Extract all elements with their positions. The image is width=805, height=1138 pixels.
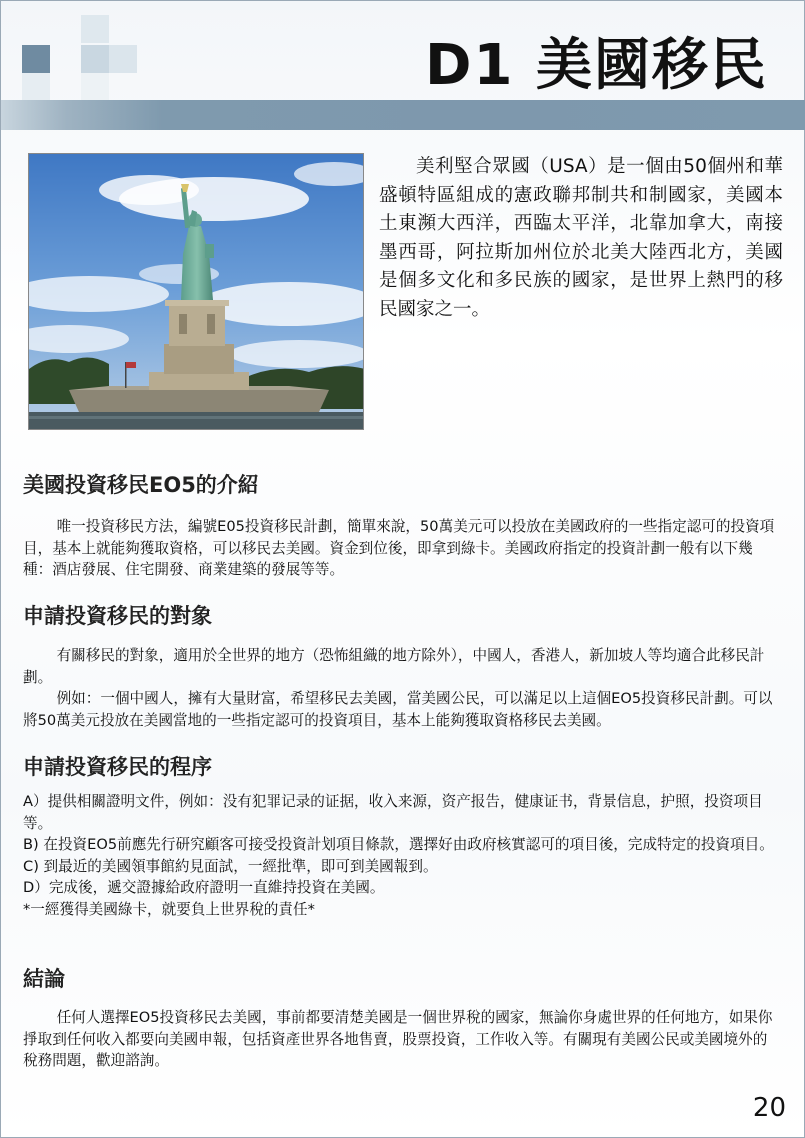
decor-square bbox=[81, 73, 109, 100]
statue-of-liberty-photo bbox=[28, 153, 364, 430]
page-number: 20 bbox=[752, 1093, 786, 1123]
procedure-step-b: B) 在投資EO5前應先行研究顧客可接受投資計划項目條款，選擇好由政府核實認可的項目後，完成特定的投資項目。 bbox=[23, 836, 774, 853]
section-heading-target: 申請投資移民的對象 bbox=[23, 604, 212, 628]
paragraph: 例如：一個中國人，擁有大量財富，希望移民去美國，當美國公民，可以滿足以上這個EO5投資移民計劃。可以將50萬美元投放在美國當地的一些指定認可的投資項目，基本上能夠獲取資格移民去美國。 bbox=[23, 690, 773, 729]
page-title: D1 美國移民 bbox=[425, 33, 768, 98]
section-heading-procedure: 申請投資移民的程序 bbox=[23, 755, 212, 779]
decor-square bbox=[109, 45, 137, 73]
section-heading-eo5: 美國投資移民EO5的介紹 bbox=[23, 473, 259, 497]
decor-square bbox=[22, 73, 50, 100]
intro-paragraph: 美利堅合眾國（USA）是一個由50個州和華盛頓特區組成的憲政聯邦制共和制國家，美國本土東瀕大西洋，西臨太平洋，北靠加拿大，南接墨西哥，阿拉斯加州位於北美大陸西北方，美國是個多文化和多民族的國家，是世界上熱門的移民國家之一。 bbox=[379, 156, 783, 320]
procedure-note: *一經獲得美國綠卡，就要負上世界稅的責任* bbox=[23, 900, 315, 918]
procedure-step-c: C) 到最近的美國領事館約見面試，一經批準，即可到美國報到。 bbox=[23, 857, 438, 875]
decor-square bbox=[81, 45, 109, 73]
header-band bbox=[1, 100, 805, 130]
paragraph: 任何人選擇EO5投資移民去美國，事前都要清楚美國是一個世界稅的國家，無論你身處世界的任何地方，如果你掙取到任何收入都要向美國申報，包括資產世界各地售賣，股票投資，工作收入等。有關現有美國公民或美國境外的稅務問題，歡迎諮詢。 bbox=[23, 1009, 773, 1069]
paragraph: 有關移民的對象，適用於全世界的地方（恐怖組織的地方除外），中國人，香港人，新加坡人等均適合此移民計劃。 bbox=[23, 647, 765, 686]
section-body-procedure bbox=[23, 791, 779, 920]
section-heading-conclusion: 結論 bbox=[23, 967, 65, 991]
decor-square bbox=[22, 45, 50, 73]
procedure-step-a: A）提供相關證明文件，例如：没有犯罪记录的证据，收入来源，资产报告，健康证书，背景信息，护照，投资项目等。 bbox=[23, 793, 763, 832]
section-body-target bbox=[23, 645, 779, 731]
procedure-step-d: D）完成後，遞交證據給政府證明一直維持投資在美國。 bbox=[23, 879, 385, 896]
section-body-conclusion bbox=[23, 1007, 779, 1072]
paragraph: 唯一投資移民方法，編號E05投資移民計劃，簡單來說，50萬美元可以投放在美國政府的一些指定認可的投資項目，基本上就能夠獲取資格，可以移民去美國。資金到位後，即拿到綠卡。美國政府指定的投資計劃一般有以下幾種：酒店發展、住宅開發、商業建築的發展等等。 bbox=[23, 518, 775, 578]
decor-square bbox=[81, 15, 109, 43]
section-body-eo5 bbox=[23, 516, 779, 581]
